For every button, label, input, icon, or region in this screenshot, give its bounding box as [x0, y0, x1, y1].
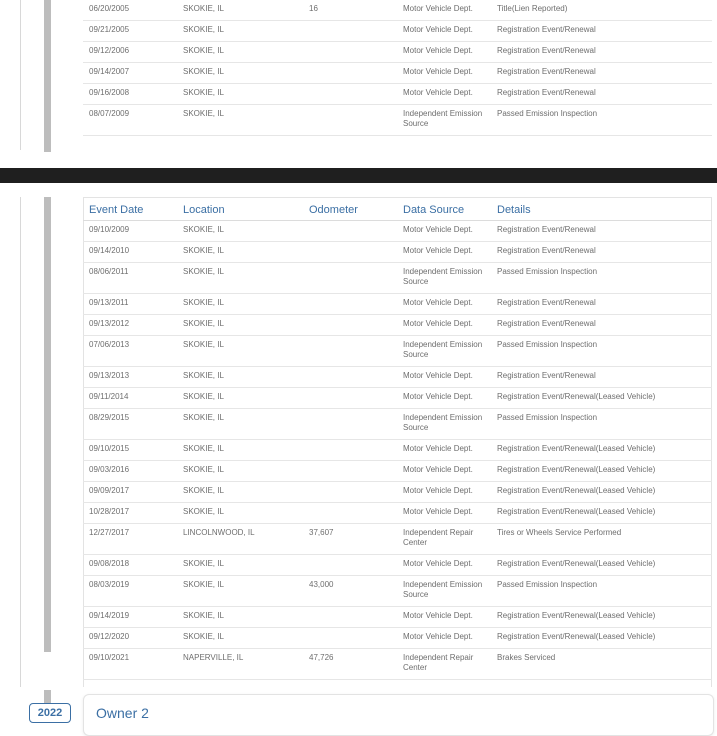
- location-cell: SKOKIE, IL: [183, 413, 224, 422]
- year-badge: 2022: [29, 703, 71, 723]
- history-table-2: [83, 198, 712, 680]
- table-row: [83, 607, 712, 628]
- data-source-cell: Motor Vehicle Dept.: [403, 4, 473, 13]
- table-row: [83, 461, 712, 482]
- data-source-cell: Motor Vehicle Dept.: [403, 25, 473, 34]
- data-source-cell: Motor Vehicle Dept.: [403, 392, 473, 401]
- table-row: [83, 63, 712, 84]
- timeline-bar: [44, 197, 51, 652]
- details-cell: Passed Emission Inspection: [497, 267, 598, 276]
- location-cell: SKOKIE, IL: [183, 507, 224, 516]
- data-source-cell: Motor Vehicle Dept.: [403, 632, 473, 641]
- location-cell: SKOKIE, IL: [183, 465, 224, 474]
- table-row: [83, 367, 712, 388]
- event-date-cell: 09/14/2019: [89, 611, 130, 620]
- table-row: [83, 315, 712, 336]
- event-date-cell: 09/12/2006: [89, 46, 130, 55]
- location-cell: LINCOLNWOOD, IL: [183, 528, 255, 537]
- location-cell: SKOKIE, IL: [183, 580, 224, 589]
- event-date-cell: 09/12/2020: [89, 632, 130, 641]
- location-cell: NAPERVILLE, IL: [183, 653, 244, 662]
- table-row: [83, 440, 712, 461]
- table-row: [83, 221, 712, 242]
- event-date-cell: 09/14/2007: [89, 67, 130, 76]
- location-cell: SKOKIE, IL: [183, 559, 224, 568]
- event-date-cell: 08/03/2019: [89, 580, 130, 589]
- timeline-bar: [44, 0, 51, 152]
- odometer-cell: 47,726: [309, 653, 334, 662]
- event-date-cell: 07/06/2013: [89, 340, 130, 349]
- location-cell: SKOKIE, IL: [183, 46, 224, 55]
- event-date-cell: 09/11/2014: [89, 392, 129, 401]
- details-cell: Registration Event/Renewal: [497, 319, 596, 328]
- table-row: [83, 242, 712, 263]
- details-cell: Passed Emission Inspection: [497, 340, 598, 349]
- table-header-row: [83, 198, 712, 221]
- details-cell: Registration Event/Renewal(Leased Vehicle): [497, 392, 656, 401]
- table-row: [83, 21, 712, 42]
- data-source-cell: Motor Vehicle Dept.: [403, 298, 473, 307]
- odometer-cell: 16: [309, 4, 318, 13]
- panel-left-border: [20, 0, 21, 150]
- location-cell: SKOKIE, IL: [183, 298, 224, 307]
- table-row: [83, 555, 712, 576]
- event-date-cell: 12/27/2017: [89, 528, 130, 537]
- details-cell: Passed Emission Inspection: [497, 580, 598, 589]
- table-row: [83, 0, 712, 21]
- data-source-cell: Motor Vehicle Dept.: [403, 444, 473, 453]
- location-cell: SKOKIE, IL: [183, 267, 224, 276]
- column-header-details[interactable]: Details: [497, 204, 531, 216]
- details-cell: Registration Event/Renewal: [497, 88, 596, 97]
- details-cell: Registration Event/Renewal: [497, 25, 596, 34]
- event-date-cell: 09/16/2008: [89, 88, 130, 97]
- data-source-cell: Motor Vehicle Dept.: [403, 465, 473, 474]
- location-cell: SKOKIE, IL: [183, 109, 224, 118]
- data-source-cell: Motor Vehicle Dept.: [403, 246, 473, 255]
- details-cell: Registration Event/Renewal: [497, 246, 596, 255]
- odometer-cell: 37,607: [309, 528, 334, 537]
- timeline-bar: [44, 690, 51, 704]
- location-cell: SKOKIE, IL: [183, 88, 224, 97]
- table-row: [83, 503, 712, 524]
- data-source-cell: Independent Repair Center: [403, 528, 474, 547]
- details-cell: Registration Event/Renewal: [497, 46, 596, 55]
- details-cell: Registration Event/Renewal: [497, 67, 596, 76]
- location-cell: SKOKIE, IL: [183, 486, 224, 495]
- event-date-cell: 09/03/2016: [89, 465, 130, 474]
- location-cell: SKOKIE, IL: [183, 392, 224, 401]
- data-source-cell: Motor Vehicle Dept.: [403, 225, 473, 234]
- location-cell: SKOKIE, IL: [183, 4, 224, 13]
- details-cell: Registration Event/Renewal(Leased Vehicle): [497, 507, 656, 516]
- event-date-cell: 09/09/2017: [89, 486, 130, 495]
- event-date-cell: 08/29/2015: [89, 413, 130, 422]
- details-cell: Registration Event/Renewal(Leased Vehicle): [497, 559, 656, 568]
- details-cell: Registration Event/Renewal(Leased Vehicle): [497, 611, 656, 620]
- location-cell: SKOKIE, IL: [183, 319, 224, 328]
- table-row: [83, 105, 712, 136]
- data-source-cell: Motor Vehicle Dept.: [403, 507, 473, 516]
- data-source-cell: Motor Vehicle Dept.: [403, 611, 473, 620]
- location-cell: SKOKIE, IL: [183, 611, 224, 620]
- event-date-cell: 09/21/2005: [89, 25, 130, 34]
- event-date-cell: 09/10/2021: [89, 653, 130, 662]
- data-source-cell: Independent Emission Source: [403, 267, 483, 286]
- table-row: [83, 42, 712, 63]
- location-cell: SKOKIE, IL: [183, 25, 224, 34]
- panel-left-border: [20, 197, 21, 687]
- data-source-cell: Motor Vehicle Dept.: [403, 67, 473, 76]
- details-cell: Registration Event/Renewal(Leased Vehicle): [497, 632, 656, 641]
- owner-card[interactable]: [83, 694, 714, 736]
- details-cell: Brakes Serviced: [497, 653, 556, 662]
- location-cell: SKOKIE, IL: [183, 340, 224, 349]
- location-cell: SKOKIE, IL: [183, 225, 224, 234]
- table-row: [83, 84, 712, 105]
- details-cell: Registration Event/Renewal(Leased Vehicle): [497, 486, 656, 495]
- table-row: [83, 409, 712, 440]
- details-cell: Registration Event/Renewal: [497, 298, 596, 307]
- data-source-cell: Motor Vehicle Dept.: [403, 88, 473, 97]
- event-date-cell: 09/10/2009: [89, 225, 130, 234]
- details-cell: Passed Emission Inspection: [497, 413, 598, 422]
- section-divider: [0, 168, 717, 183]
- data-source-cell: Independent Repair Center: [403, 653, 474, 672]
- event-date-cell: 09/14/2010: [89, 246, 130, 255]
- location-cell: SKOKIE, IL: [183, 246, 224, 255]
- details-cell: Registration Event/Renewal: [497, 371, 596, 380]
- data-source-cell: Motor Vehicle Dept.: [403, 319, 473, 328]
- details-cell: Passed Emission Inspection: [497, 109, 598, 118]
- table-row: [83, 263, 712, 294]
- location-cell: SKOKIE, IL: [183, 632, 224, 641]
- data-source-cell: Independent Emission Source: [403, 109, 483, 128]
- table-row: [83, 649, 712, 680]
- details-cell: Registration Event/Renewal(Leased Vehicle): [497, 444, 656, 453]
- location-cell: SKOKIE, IL: [183, 371, 224, 380]
- data-source-cell: Independent Emission Source: [403, 580, 483, 599]
- event-date-cell: 08/06/2011: [89, 267, 129, 276]
- table-row: [83, 482, 712, 503]
- details-cell: Registration Event/Renewal(Leased Vehicle): [497, 465, 656, 474]
- event-date-cell: 08/07/2009: [89, 109, 130, 118]
- event-date-cell: 09/13/2013: [89, 371, 130, 380]
- event-date-cell: 06/20/2005: [89, 4, 130, 13]
- data-source-cell: Motor Vehicle Dept.: [403, 486, 473, 495]
- data-source-cell: Motor Vehicle Dept.: [403, 46, 473, 55]
- data-source-cell: Motor Vehicle Dept.: [403, 371, 473, 380]
- table-row: [83, 336, 712, 367]
- owner-title: Owner 2: [96, 705, 149, 721]
- table-row: [83, 576, 712, 607]
- event-date-cell: 09/13/2012: [89, 319, 130, 328]
- odometer-cell: 43,000: [309, 580, 334, 589]
- column-header-data-source[interactable]: Data Source: [403, 204, 465, 216]
- table-row: [83, 524, 712, 555]
- data-source-cell: Independent Emission Source: [403, 413, 483, 432]
- column-header-event-date[interactable]: Event Date: [89, 204, 144, 216]
- event-date-cell: 09/08/2018: [89, 559, 130, 568]
- table-row: [83, 294, 712, 315]
- column-header-location[interactable]: Location: [183, 204, 225, 216]
- location-cell: SKOKIE, IL: [183, 67, 224, 76]
- details-cell: Tires or Wheels Service Performed: [497, 528, 622, 537]
- location-cell: SKOKIE, IL: [183, 444, 224, 453]
- event-date-cell: 09/10/2015: [89, 444, 130, 453]
- history-table-1: [83, 0, 712, 136]
- table-row: [83, 388, 712, 409]
- data-source-cell: Motor Vehicle Dept.: [403, 559, 473, 568]
- column-header-odometer[interactable]: Odometer: [309, 204, 358, 216]
- details-cell: Title(Lien Reported): [497, 4, 568, 13]
- data-source-cell: Independent Emission Source: [403, 340, 483, 359]
- event-date-cell: 09/13/2011: [89, 298, 129, 307]
- table-row: [83, 628, 712, 649]
- details-cell: Registration Event/Renewal: [497, 225, 596, 234]
- event-date-cell: 10/28/2017: [89, 507, 130, 516]
